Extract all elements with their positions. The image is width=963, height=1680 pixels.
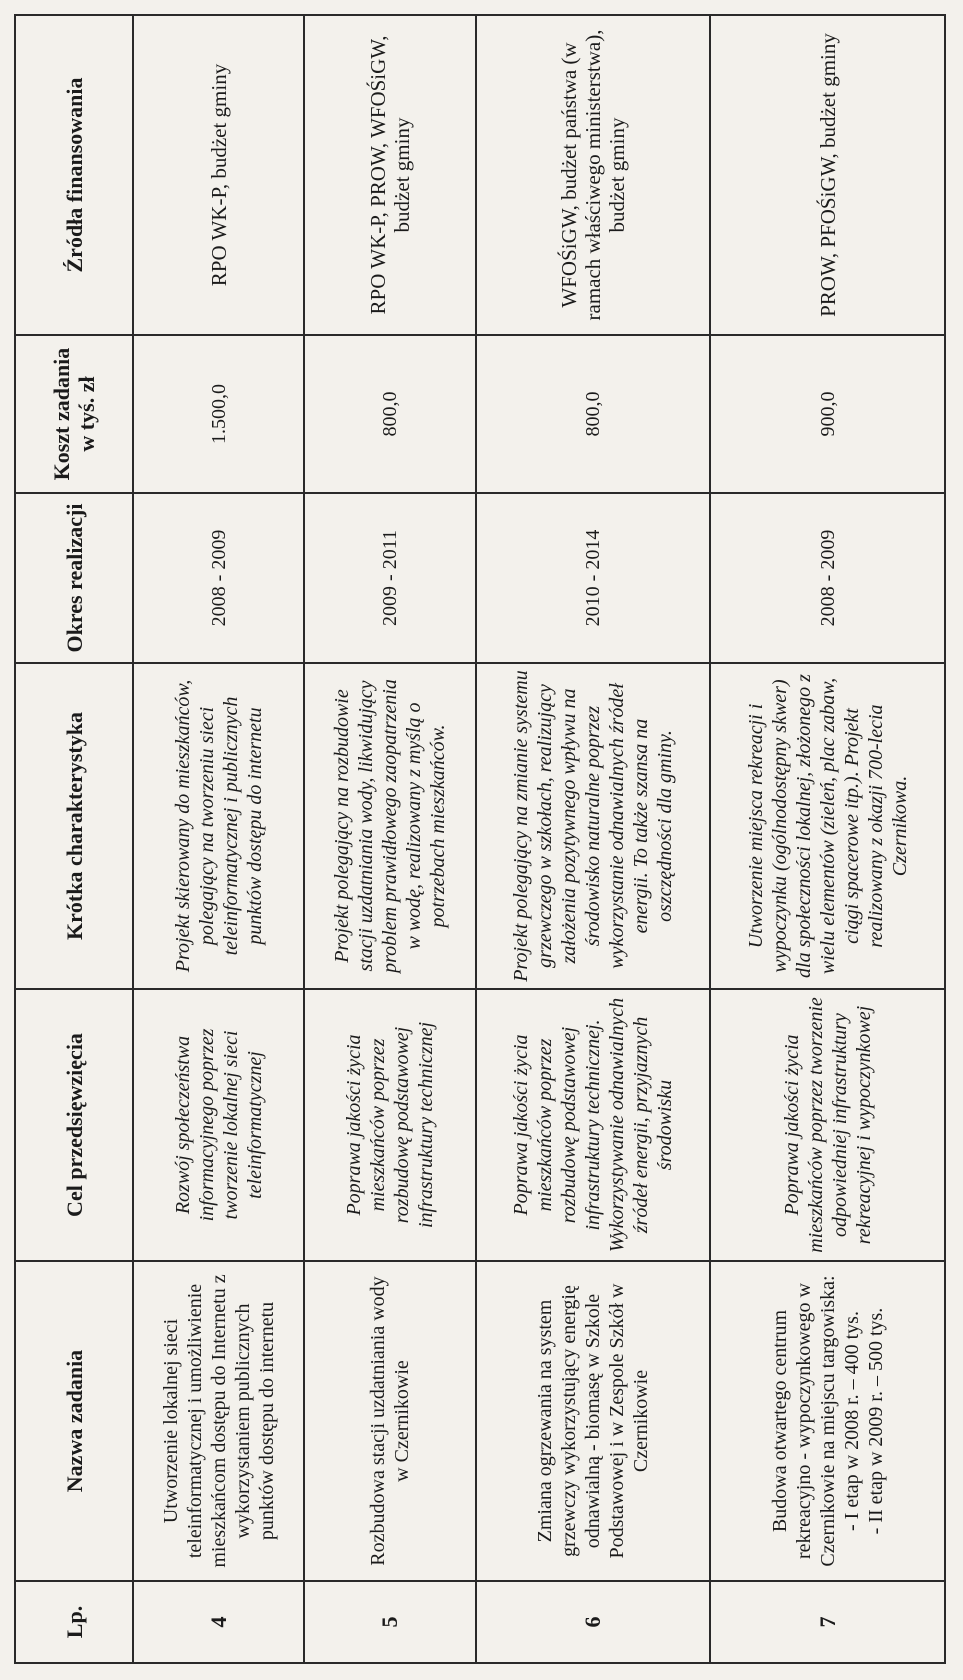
- row-funding: RPO WK-P, PROW, WFOŚiGW, budżet gminy: [304, 15, 475, 335]
- row-name-stage-2: - II etap w 2009 r. – 500 tys.: [864, 1307, 887, 1535]
- row-goal: Poprawa jakości życia mieszkańców poprzez rozbudowę podstawowej infrastruktury technicznej. Wykorzystywanie odnawialnych źródeł energii, przyjaznych środowisku: [476, 989, 711, 1261]
- row-name: [710, 1261, 945, 1581]
- row-period: 2008 - 2009: [710, 493, 945, 663]
- row-name-stage-1: - I etap w 2008 r. – 400 tys.: [840, 1311, 863, 1531]
- header-cost: Koszt zadania w tyś. zł: [15, 335, 133, 493]
- table-row: [133, 15, 304, 1663]
- row-name: Rozbudowa stacji uzdatniania wody w Czernikowie: [304, 1261, 475, 1581]
- header-row: [15, 15, 133, 1663]
- row-lp: 5: [304, 1581, 475, 1663]
- header-desc: Krótka charakterystyka: [15, 663, 133, 989]
- header-goal: Cel przedsięwzięcia: [15, 989, 133, 1261]
- row-name-main: Budowa otwartego centrum rekreacyjno - wypoczynkowego w Czernikowie na miejscu targowiska:: [768, 1275, 839, 1567]
- row-funding: PROW, PFOŚiGW, budżet gminy: [710, 15, 945, 335]
- header-lp: Lp.: [15, 1581, 133, 1663]
- table-row: [304, 15, 475, 1663]
- row-cost: 1.500,0: [133, 335, 304, 493]
- row-name: Utworzenie lokalnej sieci teleinformatycznej i umożliwienie mieszkańcom dostępu do Internetu z wykorzystaniem publicznych punktów dostępu do internetu: [133, 1261, 304, 1581]
- row-period: 2008 - 2009: [133, 493, 304, 663]
- row-funding: RPO WK-P, budżet gminy: [133, 15, 304, 335]
- row-period: 2009 - 2011: [304, 493, 475, 663]
- row-name: Zmiana ogrzewania na system grzewczy wykorzystujący energię odnawialną - biomasę w Szkole Podstawowej i w Zespole Szkół w Czernikowie: [476, 1261, 711, 1581]
- row-goal: Poprawa jakości życia mieszkańców poprzez tworzenie odpowiedniej infrastruktury rekreacyjnej i wypoczynkowej: [710, 989, 945, 1261]
- row-desc: Projekt skierowany do mieszkańców, polegający na tworzeniu sieci teleinformatycznej i publicznych punktów dostępu do internetu: [133, 663, 304, 989]
- row-cost: 800,0: [304, 335, 475, 493]
- row-desc: Projekt polegający na zmianie systemu grzewczego w szkołach, realizujący założenia pozytywnego wpływu na środowisko naturalne poprzez wykorzystanie odnawialnych źródeł energii. To także szansa na oszczędności dla gminy.: [476, 663, 711, 989]
- header-period: Okres realizacji: [15, 493, 133, 663]
- row-goal: Poprawa jakości życia mieszkańców poprzez rozbudowę podstawowej infrastruktury technicznej: [304, 989, 475, 1261]
- row-cost: 800,0: [476, 335, 711, 493]
- row-goal: Rozwój społeczeństwa informacyjnego poprzez tworzenie lokalnej sieci teleinformatycznej: [133, 989, 304, 1261]
- row-funding: WFOŚiGW, budżet państwa (w ramach właściwego ministerstwa), budżet gminy: [476, 15, 711, 335]
- table-row: [710, 15, 945, 1663]
- tasks-table: [14, 14, 946, 1664]
- row-lp: 7: [710, 1581, 945, 1663]
- row-desc: Projekt polegający na rozbudowie stacji uzdatniania wody, likwidujący problem prawidłowego zaopatrzenia w wodę, realizowany z myślą o potrzebach mieszkańców.: [304, 663, 475, 989]
- header-funding: Źródła finansowania: [15, 15, 133, 335]
- row-cost: 900,0: [710, 335, 945, 493]
- row-period: 2010 - 2014: [476, 493, 711, 663]
- table-row: [476, 15, 711, 1663]
- row-lp: 6: [476, 1581, 711, 1663]
- row-desc: Utworzenie miejsca rekreacji i wypoczynku (ogólnodostępny skwer) dla społeczności lokalnej, złożonego z wielu elementów (zieleń, plac zabaw, ciągi spacerowe itp.). Projekt realizowany z okazji 700-lecia Czernikowa.: [710, 663, 945, 989]
- row-lp: 4: [133, 1581, 304, 1663]
- header-name: Nazwa zadania: [15, 1261, 133, 1581]
